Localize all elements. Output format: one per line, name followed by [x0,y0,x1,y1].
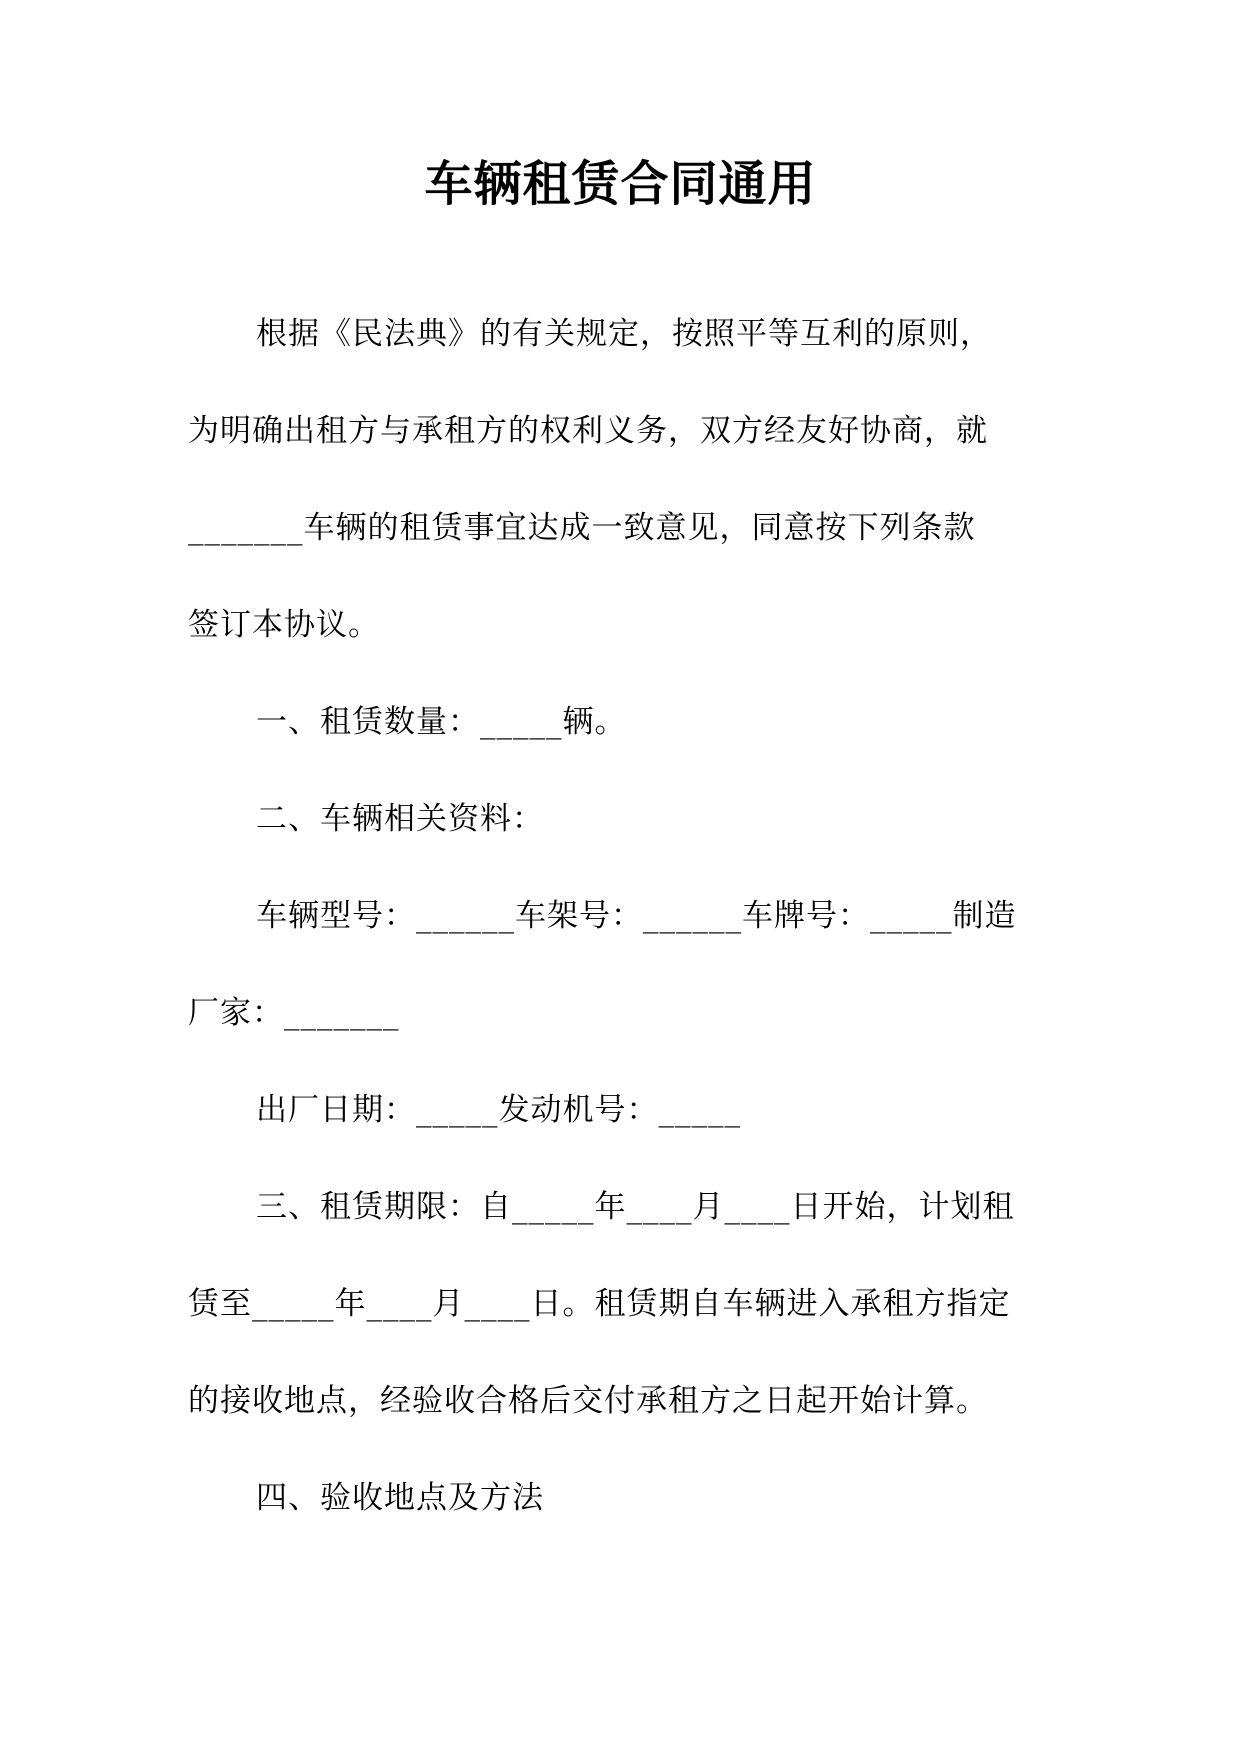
clause-heading: 四、验收地点及方法 [256,1480,544,1516]
paragraph-line: 根据《民法典》的有关规定，按照平等互利的原则， [256,316,992,352]
clause-line: 赁至_____年____月____日。租赁期自车辆进入承租方指定 [188,1286,1011,1322]
clause-line: 车辆型号：______车架号：______车牌号：_____制造 [256,898,1017,934]
paragraph-line: 签订本协议。 [188,607,380,643]
clause-line: 三、租赁期限：自_____年____月____日开始，计划租 [256,1189,1015,1225]
document-title: 车辆租赁合同通用 [424,156,817,212]
clause-line: 出厂日期：_____发动机号：_____ [256,1092,741,1128]
clause-line: 一、租赁数量：_____辆。 [256,704,627,740]
paragraph-line: _______车辆的租赁事宜达成一致意见，同意按下列条款 [188,510,976,546]
paragraph-line: 为明确出租方与承租方的权利义务，双方经友好协商，就 [188,413,988,449]
clause-line: 的接收地点，经验收合格后交付承租方之日起开始计算。 [188,1383,988,1419]
clause-line: 二、车辆相关资料： [256,801,544,837]
clause-line: 厂家：_______ [188,995,400,1031]
